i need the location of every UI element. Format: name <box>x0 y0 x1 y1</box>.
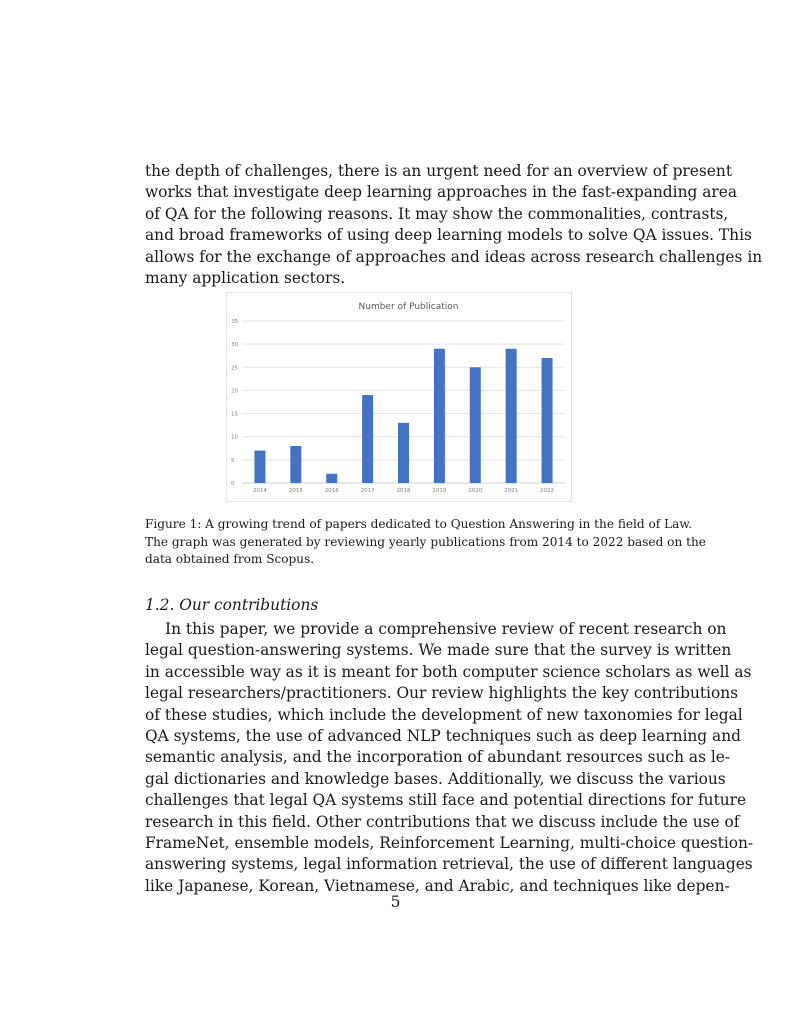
text-line: allows for the exchange of approaches and ideas across research challenges in <box>145 247 763 266</box>
bar-2015 <box>290 446 301 483</box>
caption-line: The graph was generated by reviewing yearly publications from 2014 to 2022 based on the <box>145 534 706 549</box>
text-line: answering systems, legal information retrieval, the use of different languages <box>145 855 753 874</box>
bar-2021 <box>506 349 517 483</box>
figure-chart <box>226 292 572 502</box>
x-tick-label: 2019 <box>432 488 447 494</box>
y-tick-label: 35 <box>231 319 238 325</box>
y-tick-label: 10 <box>231 434 238 441</box>
x-tick-label: 2017 <box>360 488 375 494</box>
bar-2017 <box>362 395 373 483</box>
text-line: legal researchers/practitioners. Our review highlights the key contributions <box>145 684 739 703</box>
text-line: FrameNet, ensemble models, Reinforcement Learning, multi-choice question- <box>145 834 754 853</box>
y-tick-label: 20 <box>231 388 238 395</box>
text-line: the depth of challenges, there is an urgent need for an overview of present <box>145 162 733 180</box>
intro-paragraph <box>145 161 763 289</box>
chart-title: Number of Publication <box>358 302 459 312</box>
text-line: semantic analysis, and the incorporation of abundant resources such as le- <box>145 748 731 767</box>
x-tick-label: 2014 <box>252 488 267 494</box>
x-tick-label: 2016 <box>324 488 339 494</box>
bar-chart <box>227 293 571 501</box>
y-tick-label: 25 <box>231 365 238 372</box>
text-line: like Japanese, Korean, Vietnamese, and Arabic, and techniques like depen- <box>145 876 730 895</box>
bar-2014 <box>254 451 265 483</box>
caption-line: Figure 1: A growing trend of papers dedicated to Question Answering in the field of Law. <box>145 517 693 531</box>
text-line: many application sectors. <box>145 269 346 288</box>
text-line: In this paper, we provide a comprehensive review of recent research on <box>165 620 727 638</box>
caption-line: data obtained from Scopus. <box>145 552 315 567</box>
x-tick-label: 2021 <box>504 488 519 494</box>
x-tick-label: 2018 <box>396 488 411 494</box>
x-tick-label: 2015 <box>288 488 303 494</box>
contributions-paragraph <box>145 619 754 897</box>
bar-2018 <box>398 423 409 483</box>
bar-2020 <box>470 367 481 483</box>
text-line: works that investigate deep learning approaches in the fast-expanding area <box>145 183 738 202</box>
section-heading: 1.2. Our contributions <box>145 596 319 614</box>
x-tick-label: 2020 <box>468 488 483 494</box>
text-line: in accessible way as it is meant for both computer science scholars as well as <box>145 662 752 681</box>
y-tick-label: 5 <box>231 457 235 464</box>
bar-2016 <box>326 474 337 483</box>
figure-caption <box>145 516 706 569</box>
text-line: and broad frameworks of using deep learning models to solve QA issues. This <box>145 226 752 245</box>
page-number: 5 <box>390 893 401 911</box>
text-line: challenges that legal QA systems still face and potential directions for future <box>145 791 747 810</box>
text-line: of QA for the following reasons. It may show the commonalities, contrasts, <box>145 204 729 223</box>
text-line: legal question-answering systems. We made sure that the survey is written <box>145 641 732 660</box>
text-line: of these studies, which include the development of new taxonomies for legal <box>145 705 743 724</box>
text-line: research in this field. Other contributions that we discuss include the use of <box>145 812 740 831</box>
bar-2022 <box>542 358 553 483</box>
text-line: gal dictionaries and knowledge bases. Additionally, we discuss the various <box>145 769 726 788</box>
y-tick-label: 30 <box>231 342 238 349</box>
bar-2019 <box>434 349 445 483</box>
y-tick-label: 0 <box>231 481 235 487</box>
y-tick-label: 15 <box>231 411 238 418</box>
x-tick-label: 2022 <box>540 488 555 494</box>
text-line: QA systems, the use of advanced NLP techniques such as deep learning and <box>145 727 741 746</box>
